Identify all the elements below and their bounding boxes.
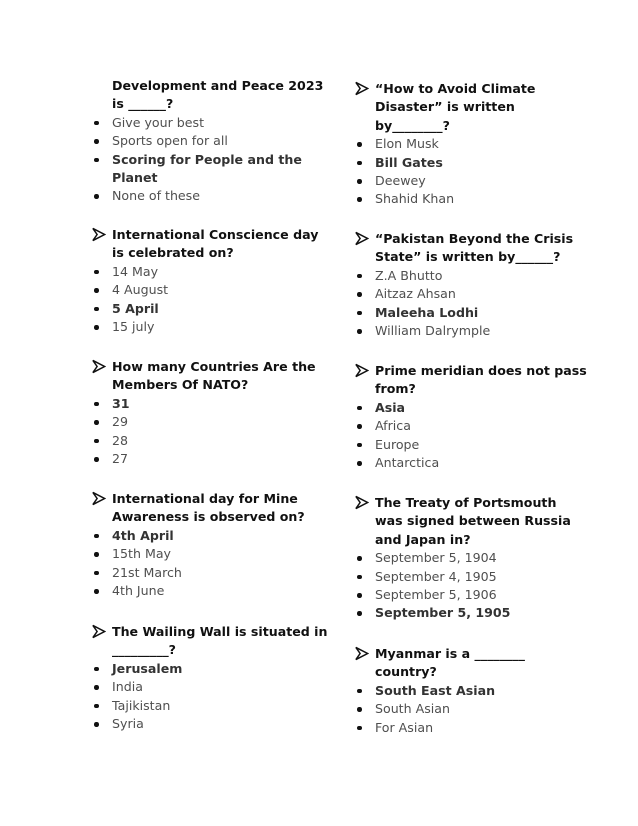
option-item: Aitzaz Ahsan (354, 285, 594, 303)
question-block (354, 494, 594, 623)
arrow-bullet-icon (354, 495, 369, 510)
question-text: Prime meridian does not pass from? (375, 363, 587, 397)
options-list (354, 682, 594, 737)
option-item: Tajikistan (91, 697, 331, 715)
question-block (354, 230, 594, 340)
options-list (91, 114, 331, 206)
correct-option: Jerusalem (91, 660, 331, 678)
option-item: Antarctica (354, 454, 594, 472)
arrow-bullet-icon (91, 624, 106, 639)
options-list (354, 135, 594, 209)
correct-option: Scoring for People and the Planet (91, 151, 331, 188)
question-block (91, 226, 331, 336)
option-item: September 4, 1905 (354, 568, 594, 586)
option-item: September 5, 1906 (354, 586, 594, 604)
option-item: Shahid Khan (354, 190, 594, 208)
arrow-bullet-icon (354, 646, 369, 661)
option-item: 4 August (91, 281, 331, 299)
question-heading (91, 358, 331, 395)
arrow-bullet-icon (354, 81, 369, 96)
option-item: September 5, 1904 (354, 549, 594, 567)
option-item: William Dalrymple (354, 322, 594, 340)
question-heading (354, 80, 594, 135)
question-text: Myanmar is a ________ country? (375, 646, 525, 680)
options-list (91, 660, 331, 734)
correct-option: Asia (354, 399, 594, 417)
option-item: Deewey (354, 172, 594, 190)
option-item: South Asian (354, 700, 594, 718)
option-item: 29 (91, 413, 331, 431)
correct-option: 4th April (91, 527, 331, 545)
question-block (91, 623, 331, 733)
correct-option: September 5, 1905 (354, 604, 594, 622)
question-block (354, 645, 594, 737)
question-heading (354, 362, 594, 399)
question-heading (354, 230, 594, 267)
arrow-bullet-icon (354, 363, 369, 378)
option-item: 27 (91, 450, 331, 468)
question-block (91, 358, 331, 468)
question-text: Development and Peace 2023 is ______? (112, 78, 324, 112)
question-text: “How to Avoid Climate Disaster” is written by________? (375, 81, 536, 133)
options-list (91, 395, 331, 469)
options-list (354, 399, 594, 473)
question-heading (354, 494, 594, 549)
option-item: 21st March (91, 564, 331, 582)
options-list (91, 263, 331, 337)
correct-option: 5 April (91, 300, 331, 318)
question-heading (91, 226, 331, 263)
question-text: International day for Mine Awareness is observed on? (112, 491, 305, 525)
option-item: 4th June (91, 582, 331, 600)
question-block (91, 77, 331, 206)
arrow-bullet-icon (354, 231, 369, 246)
option-item: Elon Musk (354, 135, 594, 153)
question-block (354, 362, 594, 472)
question-text: “Pakistan Beyond the Crisis State” is written by______? (375, 231, 574, 265)
correct-option: Maleeha Lodhi (354, 304, 594, 322)
question-heading (91, 77, 331, 114)
option-item: Africa (354, 417, 594, 435)
option-item: Europe (354, 436, 594, 454)
question-block (91, 490, 331, 600)
option-item: Sports open for all (91, 132, 331, 150)
correct-option: 31 (91, 395, 331, 413)
arrow-bullet-icon (91, 227, 106, 242)
options-list (91, 527, 331, 601)
option-item: India (91, 678, 331, 696)
option-item: 14 May (91, 263, 331, 281)
option-item: Z.A Bhutto (354, 267, 594, 285)
question-text: The Treaty of Portsmouth was signed between Russia and Japan in? (375, 495, 571, 547)
question-heading (91, 623, 331, 660)
options-list (354, 267, 594, 341)
options-list (354, 549, 594, 623)
correct-option: Bill Gates (354, 154, 594, 172)
option-item: 15th May (91, 545, 331, 563)
question-heading (91, 490, 331, 527)
option-item: 28 (91, 432, 331, 450)
correct-option: South East Asian (354, 682, 594, 700)
question-block (354, 80, 594, 209)
option-item: Give your best (91, 114, 331, 132)
option-item: Syria (91, 715, 331, 733)
question-text: International Conscience day is celebrated on? (112, 227, 319, 261)
arrow-bullet-icon (91, 491, 106, 506)
option-item: 15 july (91, 318, 331, 336)
arrow-bullet-icon (91, 359, 106, 374)
question-text: The Wailing Wall is situated in _________? (112, 624, 328, 658)
question-text: How many Countries Are the Members Of NATO? (112, 359, 316, 393)
option-item: For Asian (354, 719, 594, 737)
option-item: None of these (91, 187, 331, 205)
question-heading (354, 645, 594, 682)
